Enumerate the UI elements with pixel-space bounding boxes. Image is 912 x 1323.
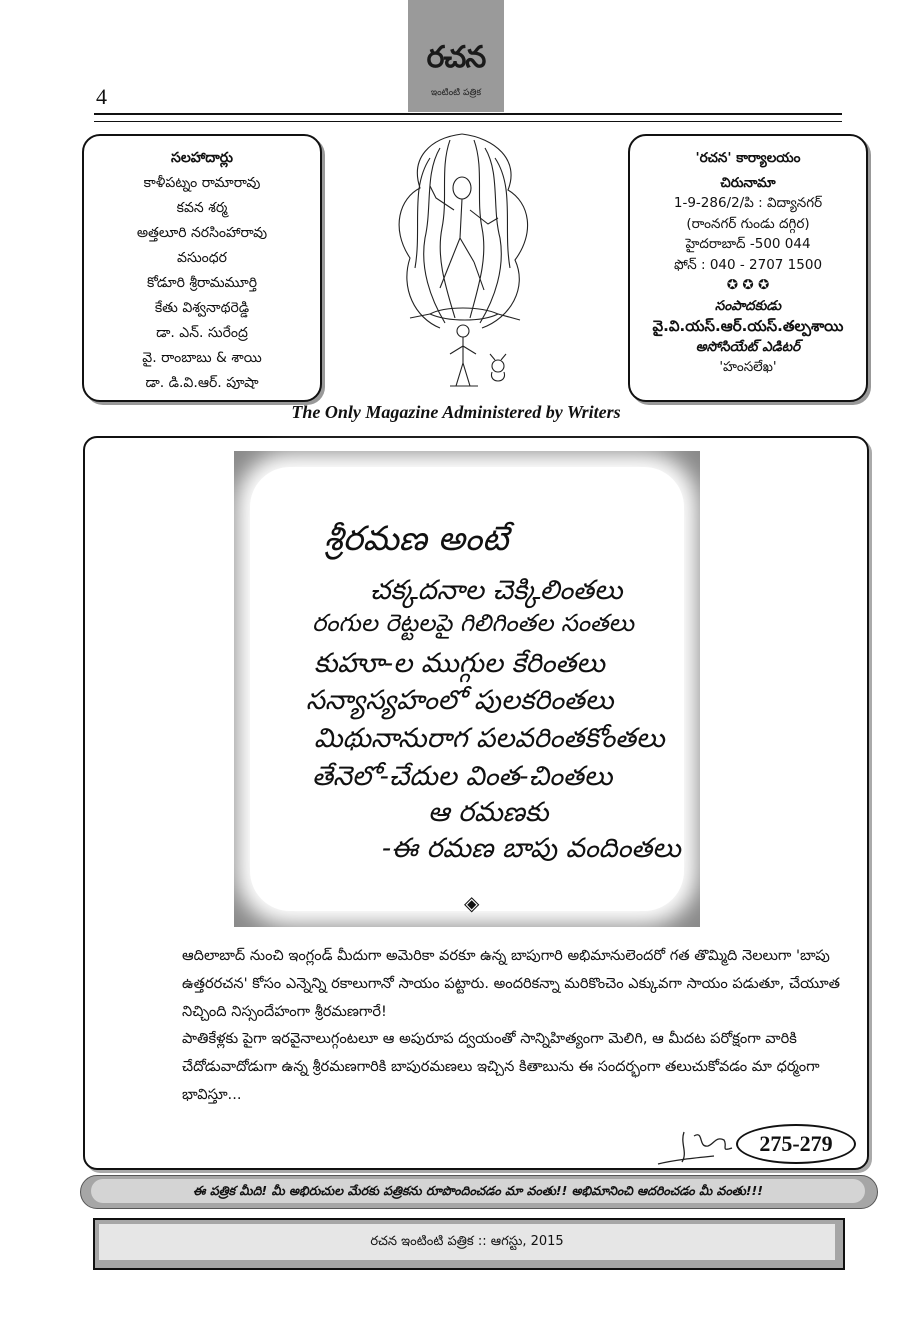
poem-line: -ఈ రమణ బాపు వందింతలు: [382, 833, 681, 864]
poem-line: ఆ రమణకు: [428, 797, 549, 828]
advisor-name: కాళీపట్నం రామారావు: [143, 175, 261, 191]
signature: [654, 1122, 744, 1170]
advisor-name: కోడూరి శ్రీరామమూర్తి: [146, 275, 258, 291]
poem-line: మిథునానురాగ పలవరింతకోంతలు: [314, 723, 665, 754]
advisor-name: కవన శర్మ: [176, 200, 228, 216]
masthead-logo: [408, 0, 504, 112]
separator-ornament: ✪ ✪ ✪: [726, 277, 770, 293]
phone-line: ఫోన్ : 040 - 2707 1500: [673, 256, 823, 273]
poem-line: రంగుల రెట్టలపై గిలిగింతల సంతలు: [312, 609, 634, 637]
article-paragraph: పాతికేళ్లకు పైగా ఇరవైనాలుగ్గంటలూ ఆ అపురూప ద్వయంతో సాన్నిహిత్యంగా మెలిగి, ఆ మీదట పరోక్షంగా వారికి చేదోడువాదోడుగా ఉన్న శ్రీరమణగారికి బాపురమణలు ఇచ్చిన కితాబును ఈ సందర్భంగా తలుచుకోవడం మా ధర్మంగా భావిస్తూ...: [182, 1030, 820, 1103]
editor-name: వై.వి.యస్.ఆర్.యస్.తల్పశాయి: [652, 317, 844, 335]
logo-title: రచన: [426, 40, 486, 75]
poem-line: చక్కదనాల చెక్కిలింతలు: [370, 575, 623, 606]
editor-label: సంపాదకుడు: [714, 297, 782, 314]
poem-line: శ్రీరమణ అంటే: [324, 519, 509, 559]
dancer-illustration: [370, 128, 555, 400]
address-line: (రాంనగర్ గుండు దగ్గిర): [686, 215, 810, 232]
advisor-name: కేతు విశ్వనాథరెడ్డి: [154, 300, 250, 316]
motto-text: ఈ పత్రిక మీది! మీ అభిరుచుల మేరకు పత్రికను రూపొందించడం మా వంతు!! అభిమానించి ఆదరించడం మీ వంతు!!!: [91, 1179, 865, 1203]
page-range-badge: 275-279: [736, 1124, 856, 1164]
address-label: చిరునామా: [720, 174, 776, 191]
header-rule-thin: [94, 121, 842, 122]
poem-line: కుహూ-ల ముగ్గుల కేరింతలు: [314, 648, 605, 679]
office-box: [628, 134, 868, 402]
page-number: 4: [96, 84, 107, 109]
article-body: [182, 942, 854, 1109]
advisor-name: వై. రాంబాబు & శాయి: [142, 350, 262, 366]
poem-panel: [234, 451, 700, 927]
advisors-heading: సలహాదార్లు: [171, 150, 233, 166]
magazine-tagline: The Only Magazine Administered by Writers: [291, 402, 621, 422]
article-paragraph: ఆదిలాబాద్ నుంచి ఇంగ్లండ్ మీదుగా అమెరికా వరకూ ఉన్న బాపుగారి అభిమానులెందరో గత తొమ్మిది నెలలుగా 'బాపు ఉత్తరరచన' కోసం ఎన్నెన్ని రకాలుగానో సాయం పట్టారు. అందరికన్నా మరికొంచెం ఎక్కువగా సాయం పడుతూ, చేయూత నిచ్చింది నిస్సందేహంగా శ్రీరమణగారే!: [182, 947, 840, 1020]
address-line: 1-9-286/2/పి : విద్యానగర్: [673, 195, 823, 211]
poem-line: సన్యాస్యహంలో పులకరింతలు: [306, 685, 614, 716]
advisor-name: డా. ఎన్. సురేంద్ర: [156, 325, 248, 341]
advisor-name: వసుంధర: [177, 250, 227, 266]
footer-text: రచన ఇంటింటి పత్రిక :: ఆగస్టు, 2015: [99, 1224, 835, 1260]
associate-editor-name: 'హంసలేఖ': [719, 359, 777, 375]
advisors-box: [82, 134, 322, 402]
motto-bar: [80, 1175, 878, 1209]
poem-line: తేనెలో-చేదుల వింత-చింతలు: [312, 761, 613, 792]
advisor-name: డా. డి.వి.ఆర్. పూషా: [145, 375, 259, 391]
poem-card: [250, 467, 684, 915]
associate-editor-label: అసోసియేట్ ఎడిటర్: [695, 338, 801, 355]
footer-box: [93, 1218, 845, 1270]
header-rule: [94, 113, 842, 115]
advisor-name: అత్తలూరి నరసింహారావు: [136, 225, 268, 241]
address-line: హైదరాబాద్ -500 044: [685, 236, 811, 252]
ornament-icon: ◈: [464, 891, 480, 915]
logo-subtitle: ఇంటింటి పత్రిక: [430, 88, 482, 98]
office-heading: 'రచన' కార్యాలయం: [695, 150, 801, 166]
